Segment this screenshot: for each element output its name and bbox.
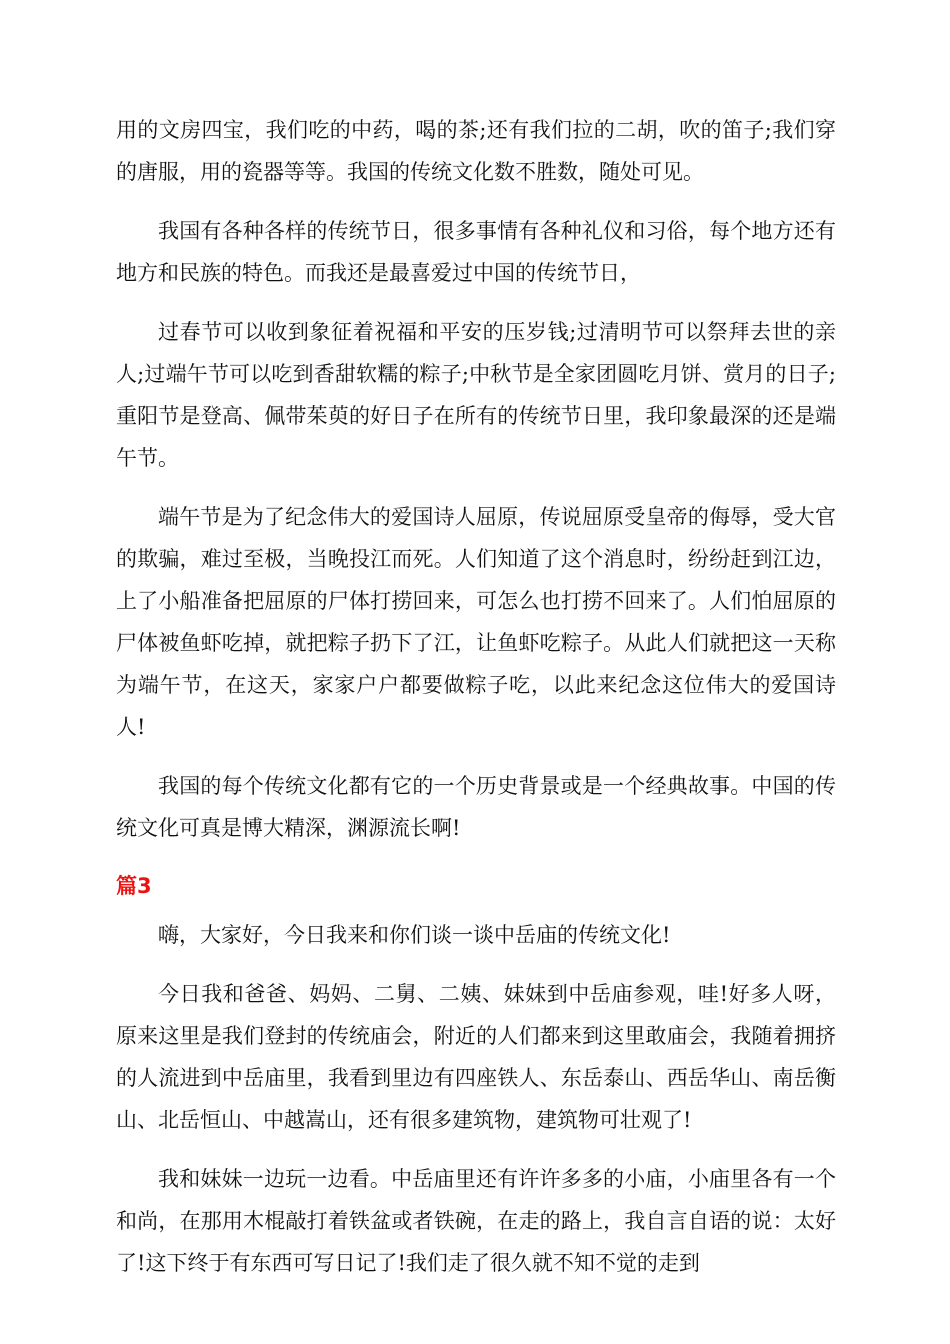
paragraph-temple-visit: 今日我和爸爸、妈妈、二舅、二姨、妹妹到中岳庙参观，哇!好多人呀，原来这里是我们登封的传统庙会，附近的人们都来到这里敢庙会，我随着拥挤的人流进到中岳庙里，我看到里边有四座铁人、东岳泰山、西岳华山、南岳衡山、北岳恒山、中越嵩山，还有很多建筑物，建筑物可壮观了! [116, 982, 836, 1132]
paragraph-conclusion: 我国的每个传统文化都有它的一个历史背景或是一个经典故事。中国的传统文化可真是博大精深，渊源流长啊! [116, 774, 836, 840]
paragraph-greeting: 嗨，大家好，今日我来和你们谈一谈中岳庙的传统文化! [158, 923, 671, 947]
paragraph-continuation: 用的文房四宝，我们吃的中药，喝的茶;还有我们拉的二胡，吹的笛子;我们穿的唐服，用的瓷器等等。我国的传统文化数不胜数，随处可见。 [116, 118, 836, 184]
document-page [116, 109, 836, 1301]
section-heading: 篇3 [116, 874, 152, 898]
paragraph-dragon-boat: 端午节是为了纪念伟大的爱国诗人屈原，传说屈原受皇帝的侮辱，受大官的欺骗，难过至极，当晚投江而死。人们知道了这个消息时，纷纷赶到江边，上了小船准备把屈原的尸体打捞回来，可怎么也打捞不回来了。人们怕屈原的尸体被鱼虾吃掉，就把粽子扔下了江，让鱼虾吃粽子。从此人们就把这一天称为端午节，在这天，家家户户都要做粽子吃，以此来纪念这位伟大的爱国诗人! [116, 505, 836, 739]
paragraph-festivals-list: 过春节可以收到象征着祝福和平安的压岁钱;过清明节可以祭拜去世的亲人;过端午节可以吃到香甜软糯的粽子;中秋节是全家团圆吃月饼、赏月的日子;重阳节是登高、佩带茱萸的好日子在所有的传统节日里，我印象最深的还是端午节。 [116, 320, 836, 470]
paragraph-temple-walk: 我和妹妹一边玩一边看。中岳庙里还有许许多多的小庙，小庙里各有一个和尚，在那用木棍敲打着铁盆或者铁碗，在走的路上，我自言自语的说：太好了!这下终于有东西可写日记了!我们走了很久就不知不觉的走到 [116, 1167, 836, 1275]
paragraph-festivals-intro: 我国有各种各样的传统节日，很多事情有各种礼仪和习俗，每个地方还有地方和民族的特色。而我还是最喜爱过中国的传统节日， [116, 219, 836, 285]
